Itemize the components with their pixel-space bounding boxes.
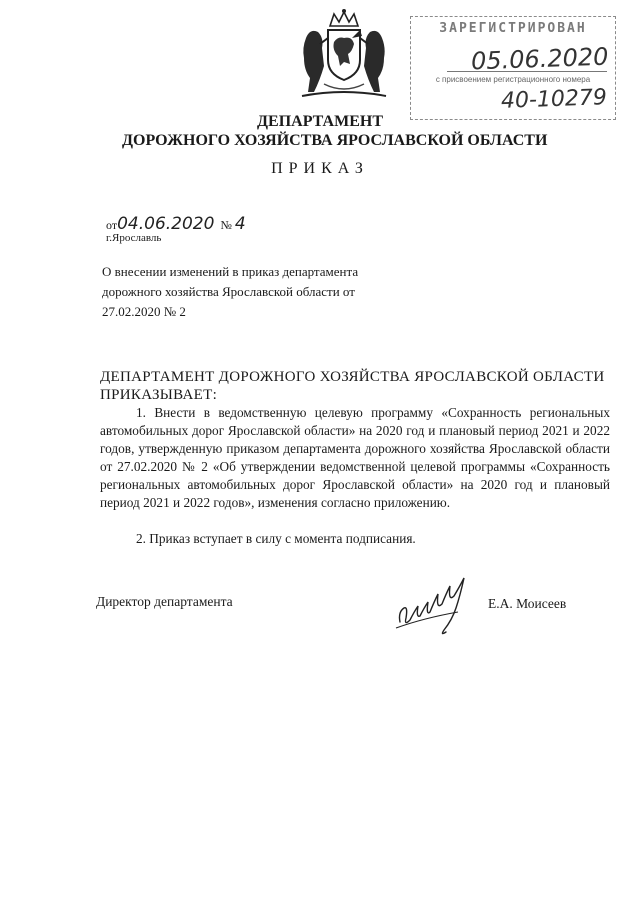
body-heading: ДЕПАРТАМЕНТ ДОРОЖНОГО ХОЗЯЙСТВА ЯРОСЛАВСКОЙ ОБЛАСТИ ПРИКАЗЫВАЕТ: — [100, 369, 605, 403]
registration-stamp — [410, 16, 616, 120]
stamp-date: 05.06.2020 — [470, 42, 609, 76]
coat-of-arms-emblem — [294, 8, 394, 104]
signatory-name: Е.А. Моисеев — [488, 596, 567, 611]
signatory-position: Директор департамента — [96, 594, 233, 609]
order-date-line — [106, 214, 246, 234]
body-item-1-text: 1. Внести в ведомственную целевую программу «Сохранность региональных автомобильных дорог Ярославской области» на 2020 год и плановый период 2021 и 2022 годов, утвержденную приказом департамента дорожного хозяйства Ярославской области от 27.02.2020 № 2 «Об утверждении ведомственной целевой программы «Сохранность региональных автомобильных дорог Ярославской области» на 2020 год и плановый период 2021 и 2022 годов», изменения согласно приложению. — [100, 405, 610, 510]
date-prefix: от — [106, 218, 118, 232]
department-title-line2: ДОРОЖНОГО ХОЗЯЙСТВА ЯРОСЛАВСКОЙ ОБЛАСТИ — [122, 132, 548, 149]
number-prefix: № — [220, 218, 232, 232]
department-title-line1: ДЕПАРТАМЕНТ — [257, 113, 383, 130]
document-type-title: ПРИКАЗ — [271, 160, 369, 177]
order-number: 4 — [234, 214, 246, 234]
stamp-caption: с присвоением регистрационного номера — [435, 75, 591, 84]
body-item-1 — [100, 404, 610, 512]
handwritten-signature — [394, 572, 484, 642]
city: г.Ярославль — [106, 232, 162, 244]
stamp-underline — [447, 71, 607, 72]
body-item-2: 2. Приказ вступает в силу с момента подписания. — [136, 531, 416, 546]
order-subject: О внесении изменений в приказ департамента дорожного хозяйства Ярославской области от 27.02.2020 № 2 — [102, 264, 359, 319]
stamp-registration-number: 40-10279 — [500, 85, 608, 114]
stamp-title: ЗАРЕГИСТРИРОВАН — [439, 21, 587, 36]
order-date: 04.06.2020 — [117, 214, 215, 234]
